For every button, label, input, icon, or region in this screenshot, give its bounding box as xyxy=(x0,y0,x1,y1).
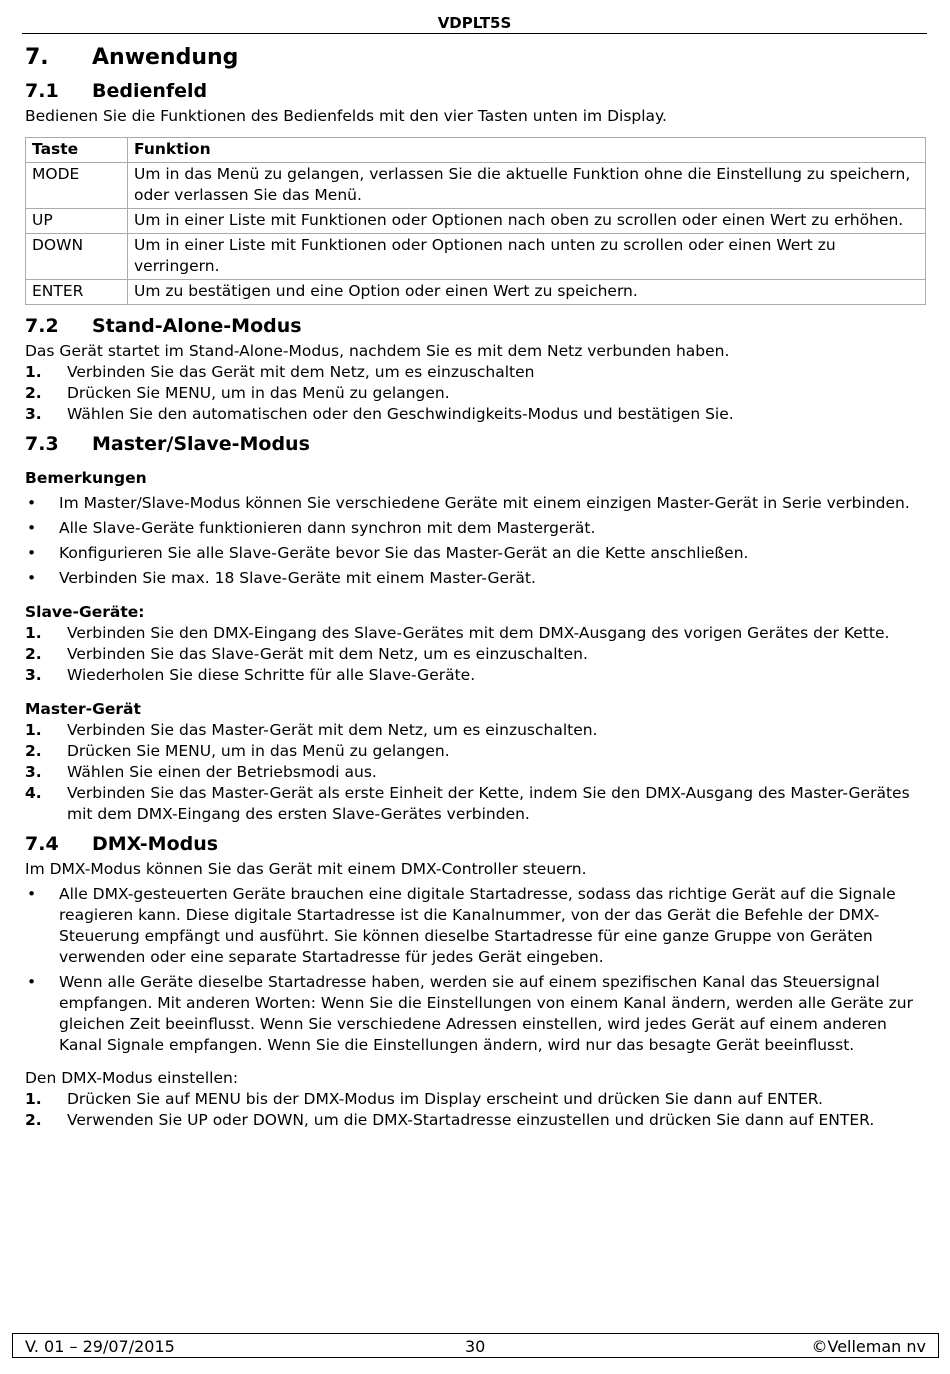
table-cell: Um in einer Liste mit Funktionen oder Optionen nach oben zu scrollen oder einen Wert zu erhöhen. xyxy=(128,209,926,234)
section-number: 7.3 xyxy=(25,433,59,455)
section-7-4-heading xyxy=(25,829,926,859)
bullet-icon: • xyxy=(27,973,37,991)
list-item-text: Wenn alle Geräte dieselbe Startadresse haben, werden sie auf einem spezifischen Kanal das Steuersignal empfangen. Mit anderen Worten: Wenn Sie die Einstellungen von einem Kanal ändern, werden alle Geräte zur gleichen Zeit beeinflusst. Wenn Sie verschiedene Adressen einstellen, wird jedes Gerät auf einem anderen Kanal Signale empfangen. Wenn Sie die Einstellungen ändern, wird nur das besagte Gerät beeinflusst. xyxy=(59,973,913,1054)
list-item xyxy=(25,568,926,589)
numbered-list xyxy=(25,623,926,686)
table-row xyxy=(26,163,926,209)
list-item xyxy=(25,543,926,564)
numbered-list xyxy=(25,362,926,425)
list-item xyxy=(25,741,926,762)
list-number: 3. xyxy=(25,666,42,684)
list-item-text: Konfigurieren Sie alle Slave-Geräte bevor Sie das Master-Gerät an die Kette anschließen. xyxy=(59,544,749,562)
list-item xyxy=(25,362,926,383)
section-7-2-heading xyxy=(25,311,926,341)
list-item xyxy=(25,383,926,404)
section-number: 7.2 xyxy=(25,315,59,337)
list-item-text: Verbinden Sie den DMX-Eingang des Slave-Gerätes mit dem DMX-Ausgang des vorigen Gerätes der Kette. xyxy=(67,624,890,642)
list-number: 1. xyxy=(25,624,42,642)
table-cell: Um in einer Liste mit Funktionen oder Optionen nach unten zu scrollen oder einen Wert zu verringern. xyxy=(128,234,926,280)
page-header xyxy=(22,12,927,34)
table-cell: UP xyxy=(26,209,128,234)
table-cell: Um in das Menü zu gelangen, verlassen Sie die aktuelle Funktion ohne die Einstellung zu speichern, oder verlassen Sie das Menü. xyxy=(128,163,926,209)
list-item-text: Verwenden Sie UP oder DOWN, um die DMX-Startadresse einzustellen und drücken Sie dann auf ENTER. xyxy=(67,1111,875,1129)
list-item-text: Verbinden Sie max. 18 Slave-Geräte mit einem Master-Gerät. xyxy=(59,569,536,587)
table-cell: MODE xyxy=(26,163,128,209)
list-item-text: Verbinden Sie das Master-Gerät mit dem Netz, um es einzuschalten. xyxy=(67,721,598,739)
list-number: 2. xyxy=(25,384,42,402)
bullet-list xyxy=(25,884,926,1056)
section-title: Master/Slave-Modus xyxy=(92,433,310,455)
section-number: 7. xyxy=(25,45,49,70)
paragraph: Bedienen Sie die Funktionen des Bedienfelds mit den vier Tasten unten im Display. xyxy=(25,107,667,125)
column-header: Taste xyxy=(26,138,128,163)
table-row xyxy=(26,280,926,305)
list-item-text: Verbinden Sie das Gerät mit dem Netz, um es einzuschalten xyxy=(67,363,535,381)
list-number: 4. xyxy=(25,784,42,802)
list-item-text: Alle DMX-gesteuerten Geräte brauchen eine digitale Startadresse, sodass das richtige Gerät auf die Signale reagieren kann. Diese digitale Startadresse ist die Kanalnummer, von der das Gerät die Befehle der DMX-Steuerung empfängt und ausführt. Sie können dieselbe Startadresse für eine ganze Gruppe von Geräten verwenden oder eine separate Startadresse für jedes Gerät eingeben. xyxy=(59,885,896,966)
keys-table xyxy=(25,137,926,305)
list-item xyxy=(25,1089,926,1110)
section-number: 7.4 xyxy=(25,833,59,855)
section-number: 7.1 xyxy=(25,80,59,102)
paragraph: Im DMX-Modus können Sie das Gerät mit einem DMX-Controller steuern. xyxy=(25,860,587,878)
page-content xyxy=(25,40,926,1131)
list-number: 1. xyxy=(25,363,42,381)
header-title: VDPLT5S xyxy=(437,14,512,32)
bullet-icon: • xyxy=(27,544,37,562)
section-7-1-heading xyxy=(25,76,926,106)
table-row xyxy=(26,209,926,234)
list-item-text: Alle Slave-Geräte funktionieren dann synchron mit dem Mastergerät. xyxy=(59,519,596,537)
list-item xyxy=(25,518,926,539)
numbered-list xyxy=(25,720,926,825)
list-item-text: Im Master/Slave-Modus können Sie verschiedene Geräte mit einem einzigen Master-Gerät in Serie verbinden. xyxy=(59,494,910,512)
table-cell: Um zu bestätigen und eine Option oder einen Wert zu speichern. xyxy=(128,280,926,305)
list-number: 3. xyxy=(25,405,42,423)
list-item-text: Wählen Sie einen der Betriebsmodi aus. xyxy=(67,763,377,781)
list-number: 2. xyxy=(25,1111,42,1129)
list-item xyxy=(25,665,926,686)
list-item xyxy=(25,972,926,1056)
list-item xyxy=(25,762,926,783)
section-7-heading xyxy=(25,40,926,76)
page-footer xyxy=(12,1333,939,1358)
subheading: Master-Gerät xyxy=(25,700,141,718)
list-item xyxy=(25,720,926,741)
bullet-icon: • xyxy=(27,569,37,587)
table-row xyxy=(26,234,926,280)
list-item xyxy=(25,1110,926,1131)
subheading: Slave-Geräte: xyxy=(25,603,145,621)
list-item-text: Drücken Sie MENU, um in das Menü zu gelangen. xyxy=(67,742,450,760)
section-title: Anwendung xyxy=(92,45,239,70)
list-item xyxy=(25,623,926,644)
list-item-text: Drücken Sie MENU, um in das Menü zu gelangen. xyxy=(67,384,450,402)
paragraph: Den DMX-Modus einstellen: xyxy=(25,1069,239,1087)
section-title: Stand-Alone-Modus xyxy=(92,315,302,337)
list-number: 3. xyxy=(25,763,42,781)
footer-version: V. 01 – 29/07/2015 xyxy=(25,1337,175,1356)
list-item xyxy=(25,884,926,968)
table-cell: DOWN xyxy=(26,234,128,280)
section-title: DMX-Modus xyxy=(92,833,219,855)
list-item xyxy=(25,644,926,665)
footer-copyright: ©Velleman nv xyxy=(811,1337,926,1356)
list-number: 2. xyxy=(25,742,42,760)
list-item-text: Wiederholen Sie diese Schritte für alle Slave-Geräte. xyxy=(67,666,476,684)
table-cell: ENTER xyxy=(26,280,128,305)
list-item xyxy=(25,404,926,425)
numbered-list xyxy=(25,1089,926,1131)
paragraph: Das Gerät startet im Stand-Alone-Modus, nachdem Sie es mit dem Netz verbunden haben. xyxy=(25,342,730,360)
section-7-3-heading xyxy=(25,429,926,459)
list-number: 2. xyxy=(25,645,42,663)
list-number: 1. xyxy=(25,1090,42,1108)
section-title: Bedienfeld xyxy=(92,80,208,102)
list-item xyxy=(25,493,926,514)
table-header-row xyxy=(26,138,926,163)
bullet-icon: • xyxy=(27,519,37,537)
bullet-list xyxy=(25,493,926,589)
list-item-text: Drücken Sie auf MENU bis der DMX-Modus im Display erscheint und drücken Sie dann auf ENTER. xyxy=(67,1090,823,1108)
list-item-text: Wählen Sie den automatischen oder den Geschwindigkeits-Modus und bestätigen Sie. xyxy=(67,405,734,423)
subheading: Bemerkungen xyxy=(25,469,147,487)
bullet-icon: • xyxy=(27,494,37,512)
list-item xyxy=(25,783,926,825)
list-number: 1. xyxy=(25,721,42,739)
list-item-text: Verbinden Sie das Slave-Gerät mit dem Netz, um es einzuschalten. xyxy=(67,645,588,663)
footer-page-number: 30 xyxy=(465,1337,486,1356)
list-item-text: Verbinden Sie das Master-Gerät als erste Einheit der Kette, indem Sie den DMX-Ausgang des Master-Gerätes mit dem DMX-Eingang des ersten Slave-Gerätes verbinden. xyxy=(67,784,910,823)
column-header: Funktion xyxy=(128,138,926,163)
bullet-icon: • xyxy=(27,885,37,903)
